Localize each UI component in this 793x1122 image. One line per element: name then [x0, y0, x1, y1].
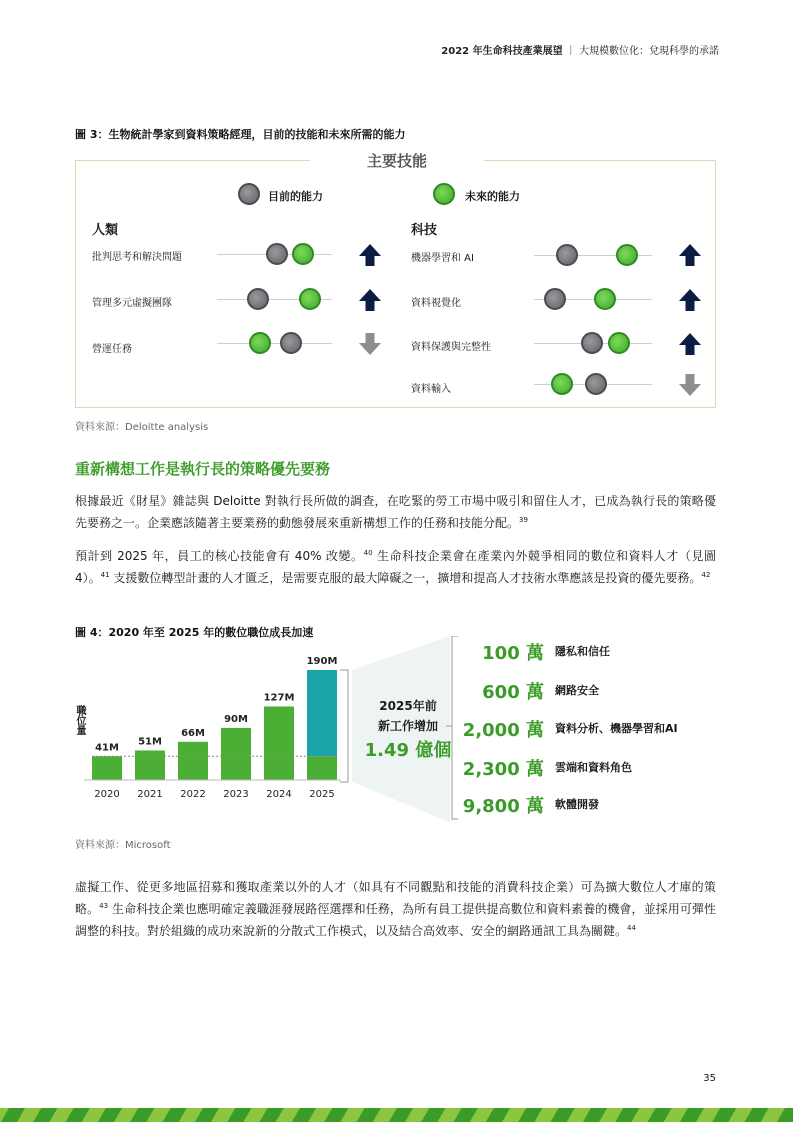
current-capability-icon: [247, 288, 269, 310]
x-tick-label: 2024: [266, 789, 292, 800]
bar-2024: [264, 706, 294, 780]
future-capability-legend-icon: [433, 183, 455, 205]
bar-value-label: 66M: [181, 727, 205, 739]
paragraph-2: [75, 545, 716, 589]
current-capability-icon: [280, 332, 302, 354]
legend-current: 目前的能力: [268, 190, 323, 203]
bar-2025-growth: [307, 670, 337, 756]
bar-2020: [92, 756, 122, 780]
x-tick-label: 2022: [180, 789, 206, 800]
bar-value-label: 90M: [224, 713, 248, 725]
breakdown-value: 600 萬: [482, 682, 544, 703]
future-capability-icon: [616, 244, 638, 266]
figure4-title: 圖 4：2020 年至 2025 年的數位職位成長加速: [75, 626, 314, 639]
skill-label: 營運任務: [92, 344, 132, 355]
x-tick-label: 2025: [309, 789, 335, 800]
footer-stripe: [0, 1108, 793, 1122]
footnote-ref: 42: [701, 571, 711, 579]
current-capability-icon: [585, 373, 607, 395]
arrow-up-icon: [358, 243, 382, 267]
y-axis-label: 職位量: [74, 705, 85, 735]
bar-2021: [135, 750, 165, 780]
breakdown-value: 2,000 萬: [462, 720, 544, 741]
bar-value-label: 190M: [306, 656, 338, 667]
breakdown-value: 2,300 萬: [462, 759, 544, 780]
current-capability-icon: [544, 288, 566, 310]
skill-label: 資料視覺化: [411, 298, 461, 309]
category-tech: 科技: [411, 223, 438, 238]
footnote-ref: 43: [99, 902, 109, 910]
paragraph-2-text: 生命科技企業會在產業內外競爭相同的數位和資料人才（見圖 4）。: [75, 549, 716, 585]
figure3-title: 圖 3：生物統計學家到資料策略經理，目前的技能和未來所需的能力: [75, 128, 406, 141]
digital-jobs-bar-chart: [84, 640, 354, 830]
skill-label: 批判思考和解決問題: [92, 252, 182, 263]
footnote-ref: 44: [627, 924, 636, 932]
future-capability-icon: [608, 332, 630, 354]
current-capability-icon: [581, 332, 603, 354]
skill-label: 資料輸入: [411, 384, 451, 395]
breakdown-label: 隱私和信任: [555, 645, 610, 658]
figure4-source: 資料來源：Microsoft: [75, 840, 171, 851]
arrow-up-icon: [678, 288, 702, 312]
current-capability-legend-icon: [238, 183, 260, 205]
current-capability-icon: [266, 243, 288, 265]
footnote-ref: 39: [519, 516, 528, 524]
paragraph-3-text: 虛擬工作、從更多地區招募和獲取產業以外的人才（如具有不同觀點和技能的消費科技企業）可為擴大數位人才庫的策略。: [75, 880, 716, 916]
breakdown-label: 雲端和資料角色: [555, 761, 632, 774]
bar-value-label: 127M: [263, 692, 295, 704]
legend-future: 未來的能力: [465, 190, 520, 203]
paragraph-3-text: 生命科技企業也應明確定義職涯發展路徑選擇和任務，為所有員工提供提高數位和資料素養的機會，並採用可彈性調整的科技。對於組織的成功來說新的分散式工作模式，以及結合高效率、安全的網路通訊工具為關鍵。: [75, 902, 716, 938]
category-human: 人類: [92, 223, 119, 238]
bar-value-label: 41M: [95, 742, 119, 754]
breakdown-label: 資料分析、機器學習和AI: [555, 722, 678, 735]
paragraph-3: [75, 876, 716, 942]
future-capability-icon: [249, 332, 271, 354]
new-jobs-line1: 2025年前: [379, 699, 437, 713]
paragraph-1: [75, 490, 716, 534]
future-capability-icon: [594, 288, 616, 310]
page-number: 35: [703, 1073, 716, 1084]
footnote-ref: 41: [100, 571, 110, 579]
new-jobs-summary: [360, 697, 456, 762]
paragraph-2-text: 預計到 2025 年，員工的核心技能會有 40% 改變。: [75, 549, 364, 563]
future-capability-icon: [299, 288, 321, 310]
bar-value-label: 51M: [138, 736, 162, 748]
arrow-up-icon: [678, 332, 702, 356]
arrow-down-icon: [358, 332, 382, 356]
section-title: 重新構想工作是執行長的策略優先要務: [75, 460, 331, 478]
skill-label: 管理多元虛擬團隊: [92, 298, 172, 309]
skills-box: [75, 160, 716, 408]
arrow-up-icon: [358, 288, 382, 312]
bar-2022: [178, 742, 208, 780]
x-tick-label: 2020: [94, 789, 120, 800]
x-tick-label: 2023: [223, 789, 249, 800]
future-capability-icon: [292, 243, 314, 265]
future-capability-icon: [551, 373, 573, 395]
skills-box-title: 主要技能: [310, 150, 484, 172]
breakdown-label: 軟體開發: [555, 798, 599, 811]
header-subtitle: ｜ 大規模數位化：兌現科學的承諾: [565, 46, 719, 57]
new-jobs-line2: 新工作增加: [377, 719, 438, 733]
new-jobs-value: 1.49 億個: [364, 740, 452, 761]
figure3-source: 資料來源：Deloitte analysis: [75, 422, 209, 433]
header-title: 2022 年生命科技產業展望: [441, 46, 563, 57]
footnote-ref: 40: [363, 549, 373, 557]
current-capability-icon: [556, 244, 578, 266]
arrow-down-icon: [678, 373, 702, 397]
breakdown-value: 100 萬: [482, 643, 544, 664]
x-tick-label: 2021: [137, 789, 163, 800]
bar-2023: [221, 728, 251, 780]
skill-label: 機器學習和 AI: [411, 253, 474, 264]
breakdown-value: 9,800 萬: [462, 796, 544, 817]
skill-label: 資料保護與完整性: [411, 342, 491, 353]
breakdown-label: 網路安全: [555, 684, 599, 697]
running-header: [441, 42, 719, 57]
arrow-up-icon: [678, 243, 702, 267]
paragraph-2-text: 支援數位轉型計畫的人才匱乏，是需要克服的最大障礙之一，擴增和提高人才技術水準應該是投資的優先要務。: [113, 571, 702, 585]
bar-2025: [307, 756, 337, 780]
paragraph-1-text: 根據最近《財星》雜誌與 Deloitte 對執行長所做的調查，在吃緊的勞工市場中吸引和留住人才，已成為執行長的策略優先要務之一。企業應該隨著主要業務的動態發展來重新構想工作的任務和技能分配。: [75, 494, 716, 530]
skill-track: [217, 343, 332, 344]
